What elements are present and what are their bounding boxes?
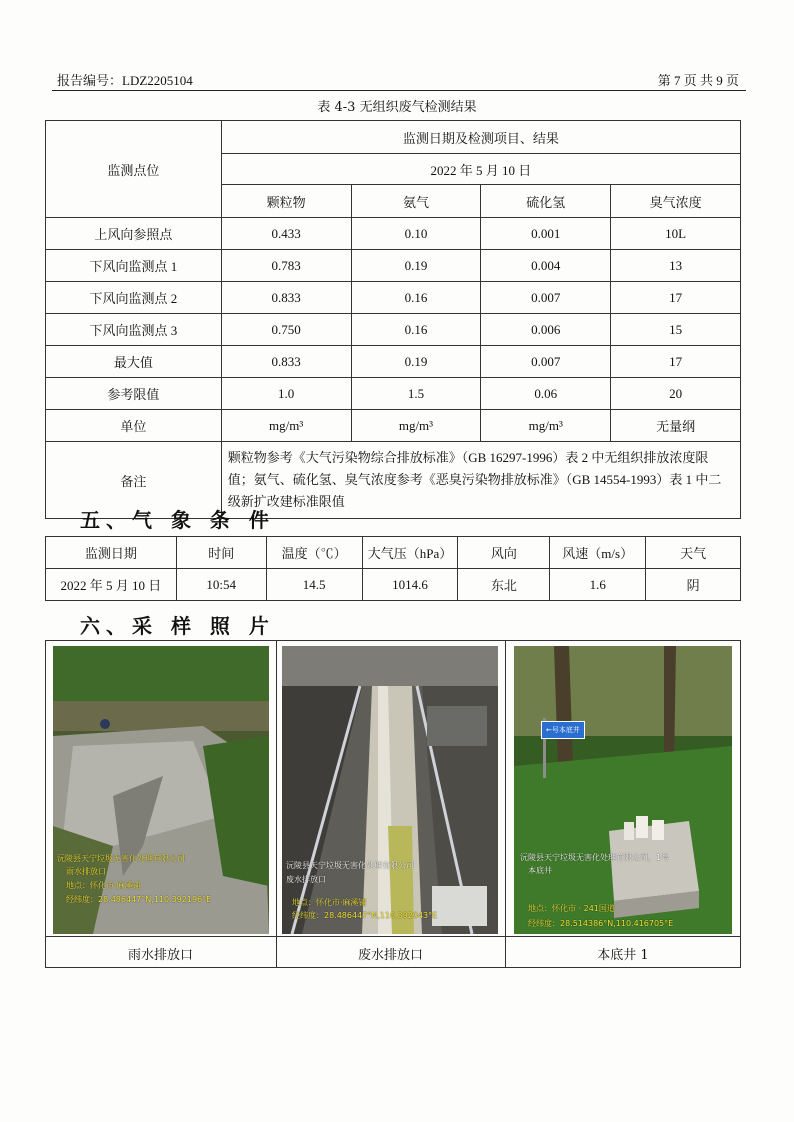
photo-watermark-label: 雨水排放口 [66,867,106,876]
col-header-group: 监测日期及检测项目、结果 [221,121,740,154]
weather-value: 1.6 [550,569,646,601]
weather-value: 阴 [646,569,741,601]
photo-caption: 废水排放口 [357,948,423,963]
col-header-item: 颗粒物 [221,185,351,218]
emission-results-table [45,120,741,519]
table-row [46,378,741,410]
weather-header: 监测日期 [46,537,177,569]
row-label: 参考限值 [46,378,222,410]
table-cell: 0.750 [221,314,351,346]
photo-watermark-location: 地点：怀化市·麻溪铺 [292,898,367,907]
weather-header-row [46,537,741,569]
photo-watermark-location: 地点：怀化市 · 241国道 [528,904,615,913]
weather-value: 东北 [458,569,550,601]
row-label: 下风向监测点 1 [46,250,222,282]
row-label: 下风向监测点 3 [46,314,222,346]
page-indicator: 第 7 页 共 9 页 [657,73,739,88]
weather-header: 天气 [646,537,741,569]
photo-caption: 雨水排放口 [127,948,193,963]
photo-watermark-label: 废水排放口 [286,875,326,884]
col-header-item: 臭气浓度 [611,185,741,218]
table-cell: 0.001 [481,218,611,250]
table-cell: 15 [611,314,741,346]
weather-value-row [46,569,741,601]
report-number: 报告编号：LDZ2205104 [57,73,193,88]
weather-header: 温度（℃） [266,537,362,569]
table-cell: 无量纲 [611,410,741,442]
col-header-point: 监测点位 [46,121,222,218]
table-cell: 0.06 [481,378,611,410]
table-cell: 0.16 [351,282,481,314]
table-cell: 0.16 [351,314,481,346]
table-cell: mg/m³ [221,410,351,442]
table-cell: mg/m³ [481,410,611,442]
photo-watermark-coords: 经纬度：28.486447°N,110.392196°E [66,895,212,904]
remark-text: 颗粒物参考《大气污染物综合排放标准》（GB 16297-1996）表 2 中无组织排放浓度限值；氨气、硫化氢、臭气浓度参考《恶臭污染物排放标准》（GB 14554-1993）表 1 中二级新扩改建标准限值 [221,442,740,519]
photo-watermark-company: 沅陵县天宁垃圾无害化处理有限公司，1号 [520,853,670,862]
weather-value: 14.5 [266,569,362,601]
table-cell: 20 [611,378,741,410]
photo-watermark-location: 地点：怀化市·麻溪铺 [66,881,141,890]
photo-watermark-label: 本底井 [528,866,552,875]
photo-background-well [514,646,732,934]
table-cell: 0.007 [481,346,611,378]
table-cell: 0.833 [221,346,351,378]
table-cell: mg/m³ [351,410,481,442]
col-header-item: 氨气 [351,185,481,218]
weather-value: 10:54 [176,569,266,601]
weather-header: 时间 [176,537,266,569]
photo-divider [276,640,277,968]
row-label: 上风向参照点 [46,218,222,250]
table-cell: 0.007 [481,282,611,314]
weather-value: 1014.6 [362,569,458,601]
well-sign: ←号本底井 [541,721,585,739]
table-cell: 13 [611,250,741,282]
photo-watermark-coords: 经纬度：28.486447°N,110.392043°E [292,911,438,920]
photo-divider [505,640,506,968]
section-title-photos: 六、采 样 照 片 [80,614,275,638]
table-cell: 0.783 [221,250,351,282]
weather-table [45,536,741,601]
table-row [46,282,741,314]
weather-header: 大气压（hPa） [362,537,458,569]
table-cell: 17 [611,346,741,378]
weather-header: 风向 [458,537,550,569]
section-title-weather: 五、气 象 条 件 [80,508,275,532]
weather-header: 风速（m/s） [550,537,646,569]
row-label: 最大值 [46,346,222,378]
weather-value: 2022 年 5 月 10 日 [46,569,177,601]
table-cell: 1.5 [351,378,481,410]
remark-label: 备注 [46,442,222,519]
table-cell: 0.004 [481,250,611,282]
photo-watermark-coords: 经纬度：28.514386°N,110.416705°E [528,919,674,928]
table-cell: 0.006 [481,314,611,346]
table-cell: 10L [611,218,741,250]
photo-caption: 本底井 1 [597,948,649,963]
table-cell: 0.833 [221,282,351,314]
photo-watermark-company: 沅陵县天宁垃圾无害化处理有限公司 [57,854,185,863]
col-header-item: 硫化氢 [481,185,611,218]
table-cell: 0.10 [351,218,481,250]
photo-wastewater-outlet [282,646,498,934]
table-row [46,410,741,442]
table-row [46,346,741,378]
header-divider [52,90,746,91]
table-cell: 0.433 [221,218,351,250]
table-row [46,250,741,282]
row-label: 单位 [46,410,222,442]
photo-watermark-company: 沅陵县天宁垃圾无害化处理有限公司 [286,861,414,870]
col-header-date: 2022 年 5 月 10 日 [221,154,740,185]
row-label: 下风向监测点 2 [46,282,222,314]
table-cell: 1.0 [221,378,351,410]
table-cell: 0.19 [351,250,481,282]
table-row [46,218,741,250]
table-caption: 表 4-3 无组织废气检测结果 [317,100,477,115]
table-cell: 0.19 [351,346,481,378]
table-cell: 17 [611,282,741,314]
table-row [46,314,741,346]
